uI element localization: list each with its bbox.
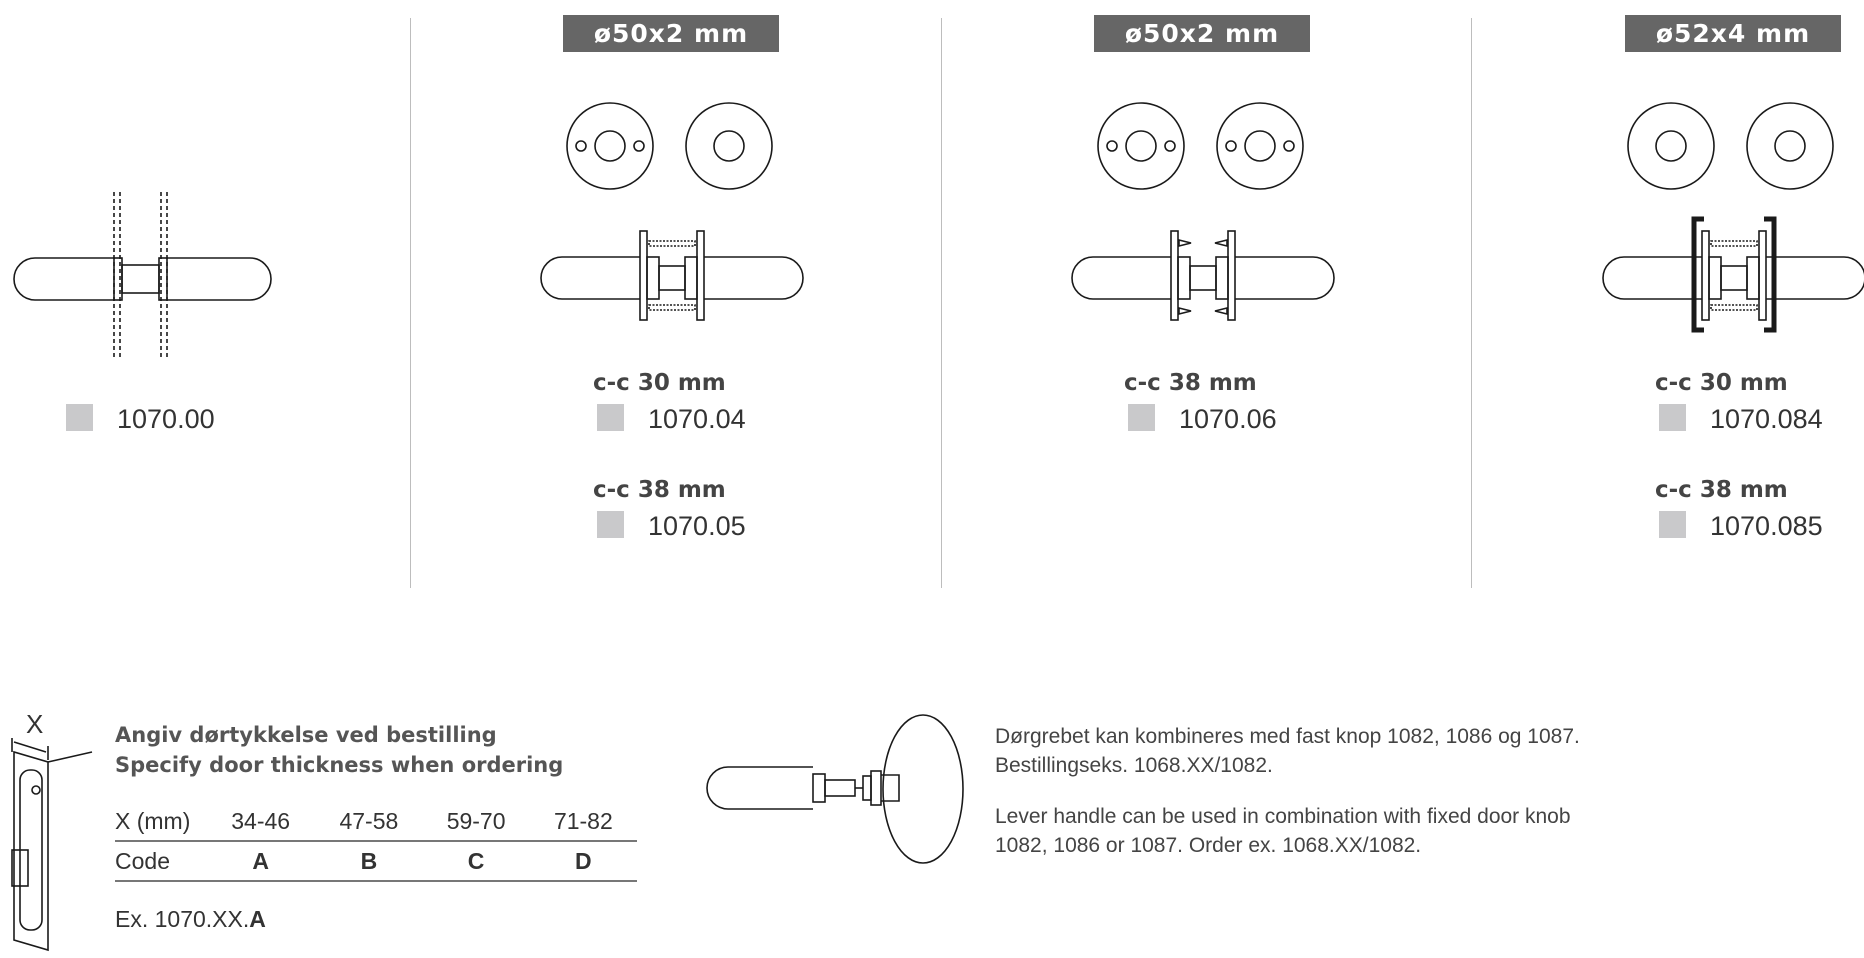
sku-1070-00: 1070.00 — [66, 404, 215, 435]
finish-swatch — [1659, 404, 1686, 431]
finish-swatch — [1128, 404, 1155, 431]
finish-swatch — [66, 404, 93, 431]
size-badge: ø50x2 mm — [1094, 15, 1310, 52]
finish-swatch — [1659, 511, 1686, 538]
order-example-code: A — [249, 906, 266, 932]
cc-label: c-c 38 mm — [593, 477, 726, 503]
table-cell: 71-82 — [530, 802, 637, 841]
handle-plain-icon — [0, 180, 300, 370]
handle-knob-icon — [690, 690, 970, 860]
rosette-screw-icon — [1090, 100, 1190, 190]
combo-text-da: Dørgrebet kan kombineres med fast knop 1082, 1086 og 1087. Bestillingseks. 1068.XX/1082. — [995, 725, 1580, 777]
table-cell: B — [315, 841, 422, 881]
order-example-prefix: Ex. 1070.XX. — [115, 906, 250, 932]
table-cell: 34-46 — [206, 802, 315, 841]
order-example — [115, 906, 266, 933]
table-cell: X (mm) — [115, 802, 206, 841]
cc-label: c-c 30 mm — [593, 370, 726, 396]
sku-1070-085: 1070.085 — [1659, 511, 1823, 542]
handle-rosette-icon — [1060, 220, 1340, 330]
door-edge-icon — [0, 705, 100, 955]
sku-1070-06: 1070.06 — [1128, 404, 1277, 435]
cc-label: c-c 38 mm — [1655, 477, 1788, 503]
thickness-title-en: Specify door thickness when ordering — [115, 753, 564, 777]
cc-label: c-c 30 mm — [1655, 370, 1788, 396]
table-cell: Code — [115, 841, 206, 881]
size-badge: ø50x2 mm — [563, 15, 779, 52]
handle-rosette-icon — [530, 220, 810, 330]
rosette-screw-icon — [1210, 100, 1310, 190]
thickness-header-row — [115, 802, 637, 841]
finish-swatch — [597, 511, 624, 538]
table-cell: C — [423, 841, 530, 881]
rosette-plain-icon — [680, 100, 780, 190]
handle-clip-rosette-icon — [1590, 210, 1864, 340]
finish-swatch — [597, 404, 624, 431]
rosette-plain-icon — [1740, 100, 1840, 190]
table-cell: D — [530, 841, 637, 881]
table-cell: 59-70 — [423, 802, 530, 841]
rosette-screw-icon — [560, 100, 660, 190]
column-divider — [1471, 18, 1472, 588]
thickness-code-row — [115, 841, 637, 881]
size-badge: ø52x4 mm — [1625, 15, 1841, 52]
table-cell: 47-58 — [315, 802, 422, 841]
table-cell: A — [206, 841, 315, 881]
thickness-table — [115, 802, 637, 882]
combo-text-en: Lever handle can be used in combination with fixed door knob 1082, 1086 or 1087. Order ex. 1068.XX/1082. — [995, 805, 1571, 857]
column-divider — [410, 18, 411, 588]
sku-1070-05: 1070.05 — [597, 511, 746, 542]
sku-1070-04: 1070.04 — [597, 404, 746, 435]
thickness-label-x: X — [26, 709, 44, 739]
column-divider — [941, 18, 942, 588]
rosette-plain-icon — [1620, 100, 1720, 190]
cc-label: c-c 38 mm — [1124, 370, 1257, 396]
sku-1070-084: 1070.084 — [1659, 404, 1823, 435]
thickness-title-da: Angiv dørtykkelse ved bestilling — [115, 723, 497, 747]
